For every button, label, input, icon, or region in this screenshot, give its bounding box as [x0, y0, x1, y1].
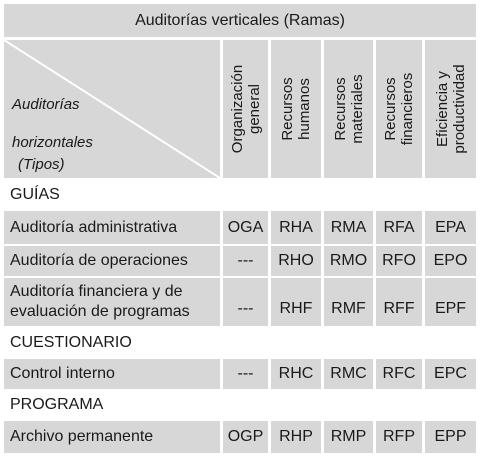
table-cell: EPF: [425, 278, 476, 326]
table-cell: RHF: [271, 278, 321, 326]
table-cell: RMC: [324, 359, 373, 389]
section-header-guias: GUÍAS: [10, 186, 60, 203]
table-cell: RFC: [376, 359, 422, 389]
corner-header-cell: [4, 40, 220, 178]
row-label: Auditoría administrativa: [4, 211, 220, 244]
column-header-rm: Recursos materiales: [324, 40, 373, 178]
table-cell: RMP: [324, 421, 373, 453]
column-header-rf: Recursos financieros: [376, 40, 422, 178]
row-label-line1: Auditoría financiera y de: [10, 283, 183, 300]
corner-top-label: Auditorías: [12, 96, 80, 113]
audit-matrix-table: [4, 4, 476, 453]
corner-line2: (Tipos): [18, 156, 65, 173]
table-cell: OGP: [223, 421, 268, 453]
table-title: Auditorías verticales (Ramas): [4, 4, 476, 37]
table-cell: EPO: [425, 246, 476, 276]
table-cell: RHA: [271, 211, 321, 244]
table-cell: RFF: [376, 278, 422, 326]
table-cell: RMA: [324, 211, 373, 244]
column-header-organizacion: Organización general: [223, 40, 268, 178]
row-label-line2: evaluación de programas: [10, 303, 190, 320]
section-header-programa: PROGRAMA: [10, 396, 104, 413]
table-cell: ---: [223, 359, 268, 389]
table-cell: EPC: [425, 359, 476, 389]
row-label: Auditoría de operaciones: [4, 246, 220, 276]
table-cell: RFP: [376, 421, 422, 453]
column-header-ep: Eficiencia y productividad: [425, 40, 476, 178]
column-header-rh: Recursos humanos: [271, 40, 321, 178]
table-cell: EPA: [425, 211, 476, 244]
table-cell: ---: [223, 278, 268, 326]
table-cell: RHO: [271, 246, 321, 276]
table-cell: RHC: [271, 359, 321, 389]
table-cell: OGA: [223, 211, 268, 244]
row-label: [4, 278, 220, 326]
corner-line1: horizontales: [12, 134, 93, 151]
table-cell: RFA: [376, 211, 422, 244]
row-label: Archivo permanente: [4, 421, 220, 453]
row-label: Control interno: [4, 359, 220, 389]
table-cell: RMO: [324, 246, 373, 276]
table-cell: ---: [223, 246, 268, 276]
section-header-cuestionario: CUESTIONARIO: [10, 333, 132, 351]
table-cell: RMF: [324, 278, 373, 326]
table-cell: EPP: [425, 421, 476, 453]
table-cell: RFO: [376, 246, 422, 276]
table-cell: RHP: [271, 421, 321, 453]
